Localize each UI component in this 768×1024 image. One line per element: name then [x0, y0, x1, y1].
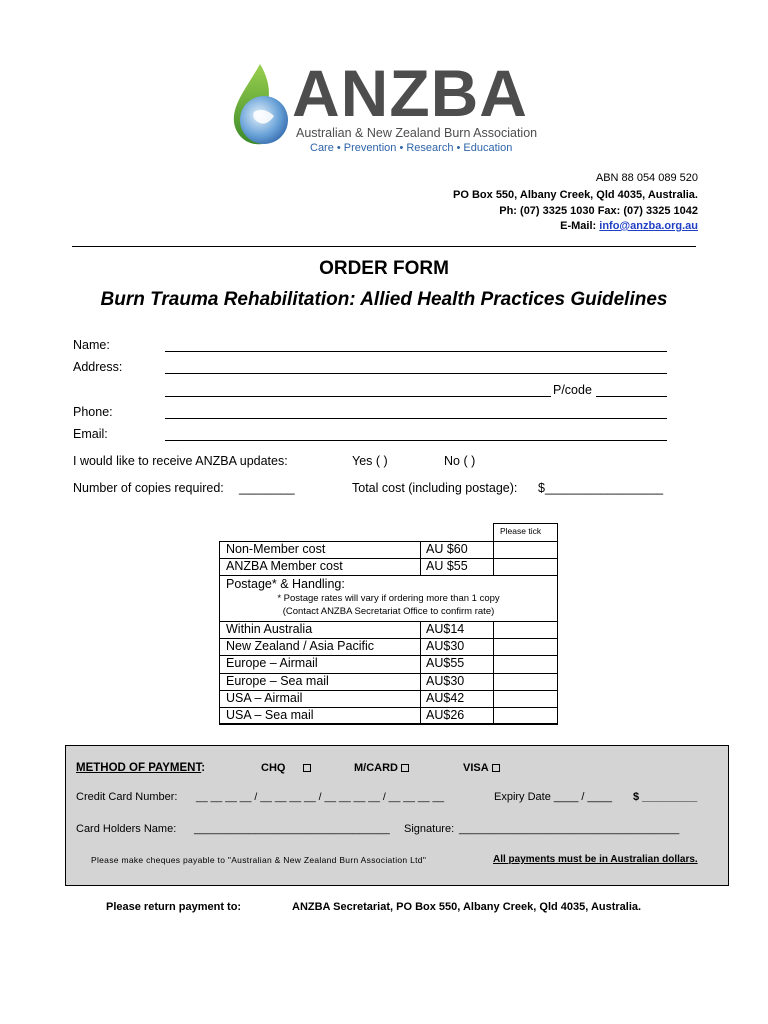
total-cost-blank[interactable]: $_________________	[538, 481, 664, 495]
au-dollars-note: All payments must be in Australian dollars.	[493, 854, 698, 865]
option-visa[interactable]	[463, 762, 500, 774]
row-label: Europe – Sea mail	[226, 673, 329, 688]
postage-tick-cell[interactable]	[493, 655, 558, 673]
row-value: AU$30	[426, 673, 465, 688]
email-link[interactable]: info@anzba.org.au	[599, 220, 698, 232]
visa-label: VISA	[463, 762, 489, 774]
row-value: AU$55	[426, 656, 465, 671]
header-divider	[72, 246, 696, 247]
row-label: USA – Airmail	[226, 690, 303, 705]
row-label: USA – Sea mail	[226, 708, 314, 722]
payment-heading	[76, 762, 205, 774]
postage-tick-cell[interactable]	[493, 690, 558, 708]
mcard-checkbox[interactable]	[401, 764, 409, 772]
row-value: AU$26	[426, 708, 465, 722]
postage-note-2: (Contact ANZBA Secretariat Office to confirm rate)	[282, 606, 495, 617]
row-label: Non-Member cost	[226, 542, 326, 556]
postage-note-1: * Postage rates will vary if ordering more than 1 copy	[277, 593, 500, 604]
updates-no[interactable]: No ( )	[444, 454, 476, 468]
address-line-1[interactable]	[165, 373, 667, 374]
return-label: Please return payment to:	[106, 901, 242, 913]
tick-nonmember[interactable]	[493, 541, 558, 559]
total-cost-label: Total cost (including postage):	[352, 481, 518, 495]
payment-heading-text: METHOD OF PAYMENT	[76, 762, 202, 774]
mcard-label: M/CARD	[354, 762, 398, 774]
address-label: Address:	[73, 360, 123, 374]
option-mcard[interactable]	[354, 762, 409, 774]
form-subtitle: Burn Trauma Rehabilitation: Allied Health Practices Guidelines	[100, 289, 668, 310]
postage-tick-cell[interactable]	[493, 707, 558, 725]
postage-tick-cell[interactable]	[493, 638, 558, 656]
visa-checkbox[interactable]	[492, 764, 500, 772]
signature-label: Signature:	[404, 823, 455, 835]
cc-number-blanks[interactable]: __ __ __ __ / __ __ __ __ / __ __ __ __ / __ __ __ __	[196, 791, 445, 803]
cc-number-label: Credit Card Number:	[76, 791, 178, 803]
postcode-label: P/code	[553, 383, 592, 397]
updates-yes[interactable]: Yes ( )	[352, 454, 388, 468]
name-label: Name:	[73, 338, 110, 352]
copies-blank[interactable]: ________	[239, 481, 295, 495]
email-label: E-Mail:	[560, 220, 597, 232]
chq-label: CHQ	[261, 762, 286, 774]
row-value: AU $60	[426, 542, 468, 556]
cost-table	[219, 523, 558, 723]
logo-wordmark: ANZBA	[292, 56, 528, 130]
tick-member[interactable]	[493, 558, 558, 576]
row-label: ANZBA Member cost	[226, 559, 343, 573]
signature-blank[interactable]: ____________________________________	[459, 823, 680, 835]
phone-label: Phone:	[73, 405, 113, 419]
row-label: Europe – Airmail	[226, 656, 318, 671]
anzba-logo	[226, 58, 546, 158]
postal-address: PO Box 550, Albany Creek, Qld 4035, Australia.	[453, 189, 698, 201]
row-label: Within Australia	[226, 622, 313, 636]
phone-line[interactable]	[165, 418, 667, 419]
email-field-line[interactable]	[165, 440, 667, 441]
card-holder-blank[interactable]: ________________________________	[194, 823, 390, 835]
postcode-line[interactable]	[596, 396, 667, 397]
chq-checkbox[interactable]	[303, 764, 311, 772]
row-value: AU$30	[426, 639, 465, 654]
logo-org-name: Australian & New Zealand Burn Association	[296, 126, 538, 140]
expiry-date[interactable]: Expiry Date ____ / ____	[494, 791, 613, 803]
row-value: AU $55	[426, 559, 468, 573]
row-label: New Zealand / Asia Pacific	[226, 639, 374, 654]
postage-tick-cell[interactable]	[493, 621, 558, 639]
abn-number: ABN 88 054 089 520	[595, 172, 698, 184]
postage-tick-cell[interactable]	[493, 673, 558, 691]
tick-header: Please tick	[500, 526, 542, 536]
address-line-2[interactable]	[165, 396, 551, 397]
row-value: AU$14	[426, 622, 465, 636]
amount-field[interactable]: $ _________	[633, 791, 698, 803]
burn-drop-icon	[230, 60, 294, 146]
form-title: ORDER FORM	[319, 258, 449, 279]
name-line[interactable]	[165, 351, 667, 352]
row-value: AU$42	[426, 690, 465, 705]
phone-fax: Ph: (07) 3325 1030 Fax: (07) 3325 1042	[499, 205, 698, 217]
postage-title: Postage* & Handling:	[226, 577, 345, 591]
updates-label: I would like to receive ANZBA updates:	[73, 454, 288, 468]
cheque-note: Please make cheques payable to "Australian & New Zealand Burn Association Ltd"	[91, 855, 427, 865]
payment-heading-colon: :	[201, 762, 206, 774]
copies-label: Number of copies required:	[73, 481, 224, 495]
email-field-label: Email:	[73, 427, 108, 441]
logo-tagline: Care • Prevention • Research • Education	[310, 142, 513, 154]
return-address: ANZBA Secretariat, PO Box 550, Albany Creek, Qld 4035, Australia.	[292, 901, 642, 913]
card-holder-label: Card Holders Name:	[76, 823, 177, 835]
tick-header-cell	[493, 523, 558, 541]
email-line	[560, 220, 698, 232]
option-chq[interactable]	[261, 762, 311, 774]
payment-box	[65, 745, 729, 886]
